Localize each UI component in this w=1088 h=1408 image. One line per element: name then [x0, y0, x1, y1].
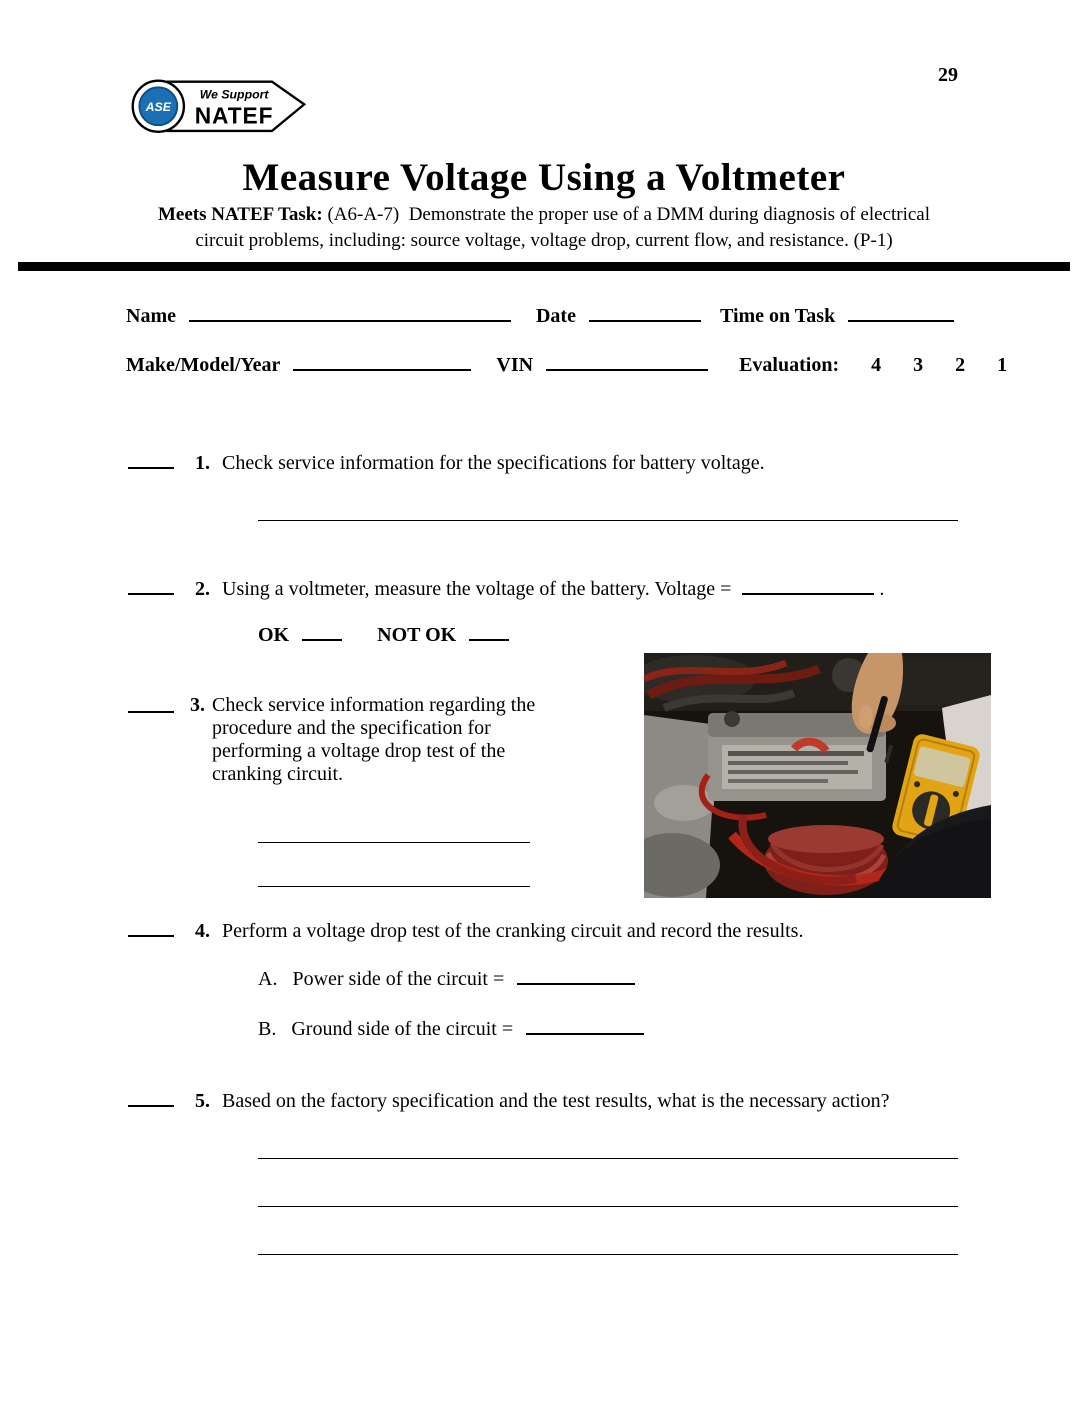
task-priority: (P-1) [853, 230, 893, 251]
evaluation-3: 3 [913, 354, 924, 376]
task-5-text: Based on the factory specification and the test results, what is the necessary action? [222, 1090, 890, 1112]
task-desc-2: circuit problems, including: source voltage, voltage drop, current flow, and resistance. [195, 230, 849, 251]
ok-blank [302, 622, 342, 641]
task-2-number: 2. [195, 578, 210, 600]
task-4-number: 4. [195, 920, 210, 942]
task-3-text: Check service information regarding the procedure and the specification for performing a voltage drop test of the cranking circuit. [212, 694, 536, 785]
page-title: Measure Voltage Using a Voltmeter [242, 156, 846, 199]
task-3-answer-line-1 [258, 842, 530, 843]
task-3-answer-line-2 [258, 886, 530, 887]
vin-blank [546, 352, 708, 371]
make-model-year-label: Make/Model/Year [126, 354, 281, 376]
ground-side-blank [526, 1016, 644, 1035]
task-2-suffix: . [879, 578, 885, 600]
form-row-identification [126, 303, 954, 328]
task-4-checkoff-blank [128, 918, 174, 937]
task-code: (A6-A-7) [327, 204, 400, 225]
make-model-year-blank [293, 352, 471, 371]
time-on-task-blank [848, 303, 954, 322]
task-4 [128, 918, 803, 943]
task-3-checkoff-blank [128, 694, 174, 713]
name-blank [189, 303, 511, 322]
ok-label: OK [258, 624, 290, 646]
task-1-answer-line [258, 520, 958, 521]
time-on-task-label: Time on Task [719, 305, 836, 327]
task-5-answer-line-1 [258, 1158, 958, 1159]
evaluation-1: 1 [997, 354, 1008, 376]
logo-org-text: NATEF [194, 102, 274, 129]
natef-ase-logo-icon [128, 56, 308, 148]
task-2-checkoff-blank [128, 576, 174, 595]
evaluation-2: 2 [955, 354, 966, 376]
task-desc-1: Demonstrate the proper use of a DMM during diagnosis of electrical [408, 204, 930, 225]
natef-task-line1 [0, 204, 1088, 226]
evaluation-4: 4 [871, 354, 882, 376]
task-1-text: Check service information for the specifications for battery voltage. [222, 452, 765, 474]
ok-notok-line [258, 622, 509, 647]
task-1-number: 1. [195, 452, 210, 474]
task-4-text: Perform a voltage drop test of the cranking circuit and record the results. [222, 920, 804, 942]
page-number: 29 [938, 64, 958, 86]
natef-logo [128, 56, 308, 148]
item-a-text: Power side of the circuit = [292, 968, 505, 990]
task-3-number: 3. [190, 694, 205, 716]
form-row-vehicle [126, 352, 1007, 377]
task-3 [128, 694, 564, 786]
evaluation-label: Evaluation: [739, 354, 840, 376]
battery-voltage-test-photo [644, 653, 991, 898]
task-5-checkoff-blank [128, 1088, 174, 1107]
header-divider [18, 262, 1070, 271]
task-1-checkoff-blank [128, 450, 174, 469]
task-5-answer-line-3 [258, 1254, 958, 1255]
logo-support-text: We Support [199, 87, 269, 102]
date-label: Date [535, 305, 576, 327]
task-2-text: Using a voltmeter, measure the voltage of the battery. Voltage = [222, 578, 732, 600]
task-1 [128, 450, 765, 475]
date-blank [589, 303, 701, 322]
name-label: Name [126, 305, 176, 327]
power-side-blank [517, 966, 635, 985]
task-label: Meets NATEF Task: [158, 204, 323, 225]
task-2 [128, 576, 884, 601]
voltage-blank [742, 576, 874, 595]
vin-label: VIN [496, 354, 534, 376]
task-5-number: 5. [195, 1090, 210, 1112]
ase-emblem-text: ASE [145, 100, 171, 114]
not-ok-blank [469, 622, 509, 641]
item-b-label: B. [258, 1018, 277, 1040]
task-5 [128, 1088, 890, 1113]
task-4-item-b [258, 1016, 644, 1041]
task-5-answer-line-2 [258, 1206, 958, 1207]
not-ok-label: NOT OK [377, 624, 457, 646]
multimeter-photo-illustration [644, 653, 991, 898]
item-a-label: A. [258, 968, 278, 990]
task-4-item-a [258, 966, 635, 991]
item-b-text: Ground side of the circuit = [291, 1018, 514, 1040]
natef-task-line2 [0, 230, 1088, 252]
